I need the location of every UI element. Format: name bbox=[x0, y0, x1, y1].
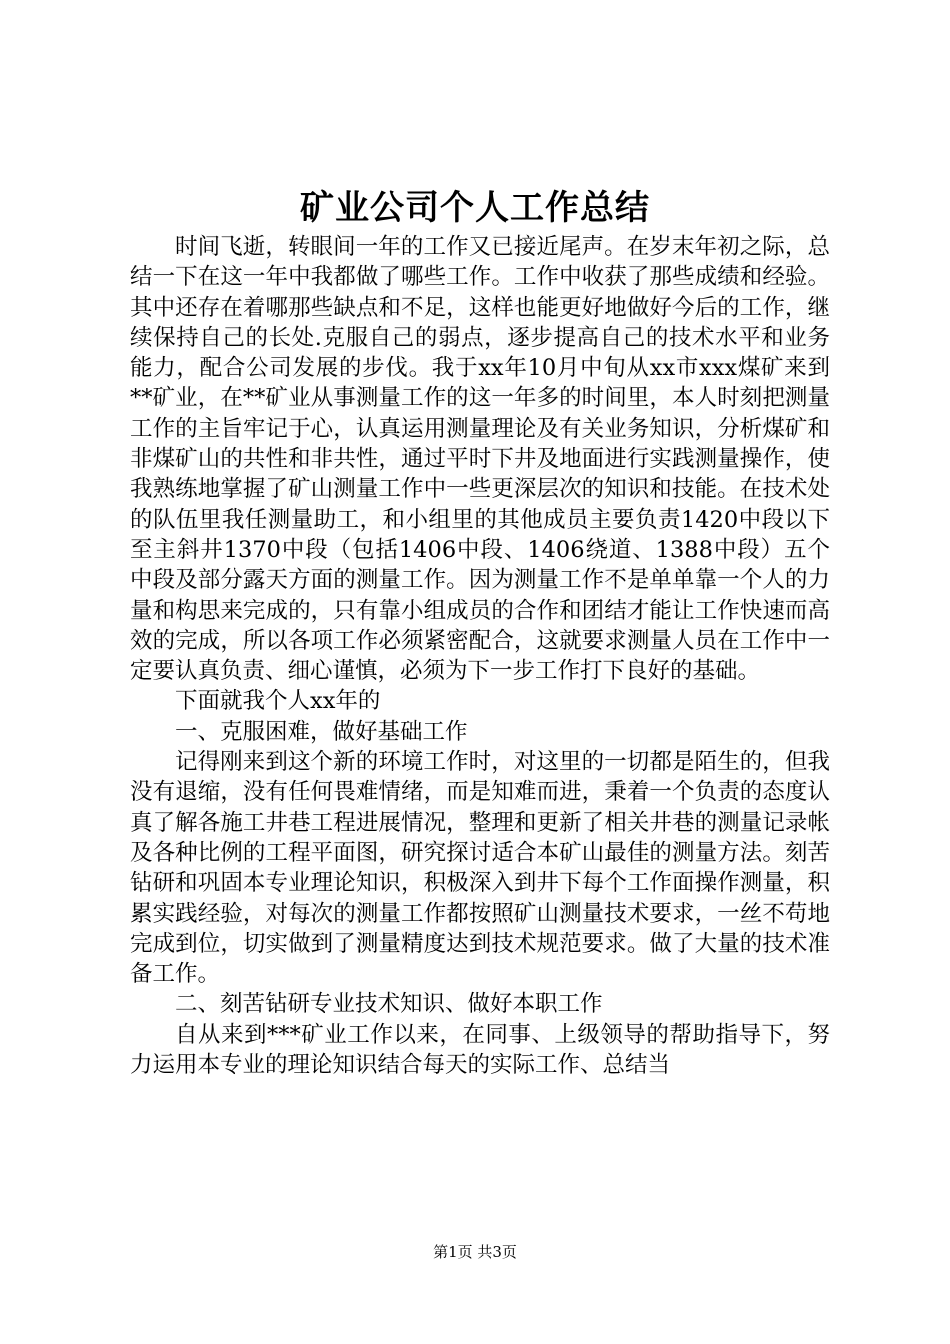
paragraph: 自从来到***矿业工作以来，在同事、上级领导的帮助指导下，努力运用本专业的理论知识结合每天的实际工作、总结当 bbox=[130, 1021, 830, 1079]
document-body bbox=[130, 232, 830, 1080]
paragraph: 时间飞逝，转眼间一年的工作又已接近尾声。在岁末年初之际，总结一下在这一年中我都做了哪些工作。工作中收获了那些成绩和经验。其中还存在着哪那些缺点和不足，这样也能更好地做好今后的工作，继续保持自己的长处.克服自己的弱点，逐步提高自己的技术水平和业务能力，配合公司发展的步伐。我于xx年10月中旬从xx市xxx煤矿来到**矿业，在**矿业从事测量工作的这一年多的时间里，本人时刻把测量工作的主旨牢记于心，认真运用测量理论及有关业务知识，分析煤矿和非煤矿山的共性和非共性，通过平时下井及地面进行实践测量操作，使我熟练地掌握了矿山测量工作中一些更深层次的知识和技能。在技术处的队伍里我任测量助工，和小组里的其他成员主要负责1420中段以下至主斜井1370中段（包括1406中段、1406绕道、1388中段）五个中段及部分露天方面的测量工作。因为测量工作不是单单靠一个人的力量和构思来完成的，只有靠小组成员的合作和团结才能让工作快速而高效的完成，所以各项工作必须紧密配合，这就要求测量人员在工作中一定要认真负责、细心谨慎，必须为下一步工作打下良好的基础。 bbox=[130, 234, 830, 685]
paragraph: 下面就我个人xx年的 bbox=[175, 688, 381, 715]
page-title: 矿业公司个人工作总结 bbox=[300, 188, 650, 228]
section-heading: 二、刻苦钻研专业技术知识、做好本职工作 bbox=[175, 991, 603, 1018]
section-heading: 一、克服困难，做好基础工作 bbox=[175, 718, 468, 745]
paragraph: 记得刚来到这个新的环境工作时，对这里的一切都是陌生的，但我没有退缩，没有任何畏难情绪，而是知难而进，秉着一个负责的态度认真了解各施工井巷工程进展情况，整理和更新了相关井巷的测量记录帐及各种比例的工程平面图，研究探讨适合本矿山最佳的测量方法。刻苦钻研和巩固本专业理论知识，积极深入到井下每个工作面操作测量，积累实践经验，对每次的测量工作都按照矿山测量技术要求，一丝不苟地完成到位，切实做到了测量精度达到技术规范要求。做了大量的技术准备工作。 bbox=[130, 749, 830, 988]
page-footer: 第1页 共3页 bbox=[433, 1243, 517, 1261]
